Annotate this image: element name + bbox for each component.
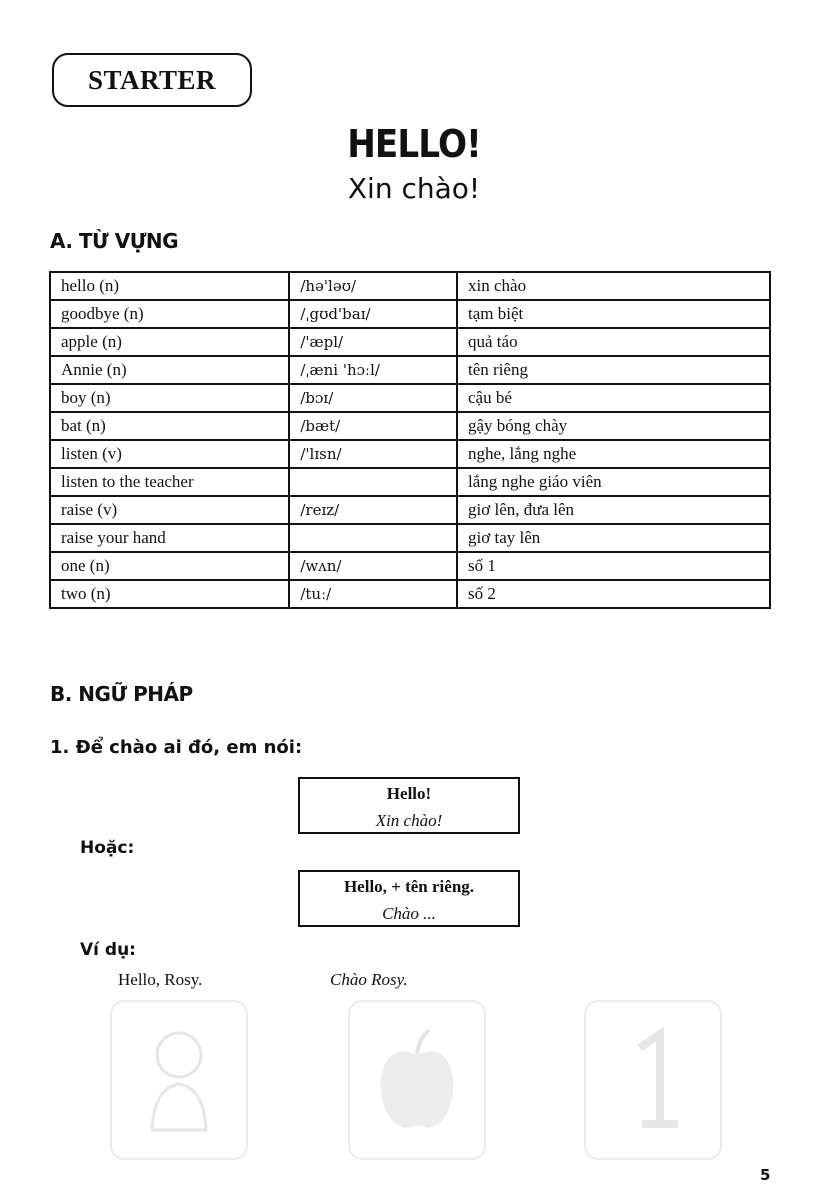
vocab-word: apple (n) xyxy=(50,328,289,356)
vocab-word: one (n) xyxy=(50,552,289,580)
vocab-meaning: tạm biệt xyxy=(457,300,770,328)
vocabulary-table xyxy=(49,271,771,609)
table-row xyxy=(50,328,770,356)
vocab-word: two (n) xyxy=(50,580,289,608)
table-row xyxy=(50,300,770,328)
phrase-box-hello xyxy=(298,777,520,834)
vocab-ipa: /'æpl/ xyxy=(289,328,457,356)
vocab-word: boy (n) xyxy=(50,384,289,412)
example-label: Ví dụ: xyxy=(80,940,136,960)
phrase-vietnamese: Chào ... xyxy=(382,904,436,923)
vocab-meaning: cậu bé xyxy=(457,384,770,412)
vocab-ipa: /bæt/ xyxy=(289,412,457,440)
vocab-word: hello (n) xyxy=(50,272,289,300)
table-row xyxy=(50,524,770,552)
vocab-meaning: gậy bóng chày xyxy=(457,412,770,440)
phrase-english: Hello, + tên riêng. xyxy=(343,877,475,896)
vocab-ipa: /reɪz/ xyxy=(289,496,457,524)
vocab-word: raise (v) xyxy=(50,496,289,524)
vocab-meaning: giơ lên, đưa lên xyxy=(457,496,770,524)
vocab-ipa: /ˌæni 'hɔːl/ xyxy=(289,356,457,384)
page-subtitle: Xin chào! xyxy=(347,172,481,205)
vocab-meaning: số 2 xyxy=(457,580,770,608)
phrase-box-hello-name xyxy=(298,870,520,927)
vocab-word: listen (v) xyxy=(50,440,289,468)
vocab-ipa xyxy=(289,524,457,552)
table-row xyxy=(50,496,770,524)
or-label: Hoặc: xyxy=(80,838,135,858)
vocab-ipa: /'lɪsn/ xyxy=(289,440,457,468)
table-row xyxy=(50,552,770,580)
vocab-meaning: xin chào xyxy=(457,272,770,300)
vocab-meaning: nghe, lắng nghe xyxy=(457,440,770,468)
vocab-ipa: /ˌgʊd'baɪ/ xyxy=(289,300,457,328)
vocab-ipa: /tuː/ xyxy=(289,580,457,608)
table-row xyxy=(50,440,770,468)
vocab-ipa: /hə'ləʊ/ xyxy=(289,272,457,300)
vocab-ipa: /bɔɪ/ xyxy=(289,384,457,412)
phrase-vietnamese: Xin chào! xyxy=(375,811,443,830)
vocab-meaning: lắng nghe giáo viên xyxy=(457,468,770,496)
vocab-word: Annie (n) xyxy=(50,356,289,384)
starter-label: STARTER xyxy=(52,53,252,107)
table-row xyxy=(50,384,770,412)
section-a-heading: A. TỪ VỰNG xyxy=(50,229,179,253)
vocab-word: listen to the teacher xyxy=(50,468,289,496)
vocab-word: goodbye (n) xyxy=(50,300,289,328)
table-row xyxy=(50,468,770,496)
number-one-icon xyxy=(584,1000,722,1160)
vocab-word: bat (n) xyxy=(50,412,289,440)
table-row xyxy=(50,356,770,384)
page-number: 5 xyxy=(760,1166,771,1184)
vocab-ipa xyxy=(289,468,457,496)
vocab-meaning: tên riêng xyxy=(457,356,770,384)
example-vietnamese: Chào Rosy. xyxy=(330,970,408,989)
table-row xyxy=(50,272,770,300)
vocab-ipa: /wʌn/ xyxy=(289,552,457,580)
table-row xyxy=(50,412,770,440)
vocab-meaning: giơ tay lên xyxy=(457,524,770,552)
vocab-meaning: số 1 xyxy=(457,552,770,580)
section-b-heading: B. NGỮ PHÁP xyxy=(50,682,193,706)
example-english: Hello, Rosy. xyxy=(118,970,203,989)
table-row xyxy=(50,580,770,608)
vocab-word: raise your hand xyxy=(50,524,289,552)
page-title: HELLO! xyxy=(347,122,481,166)
apple-icon xyxy=(348,1000,486,1160)
vocab-meaning: quả táo xyxy=(457,328,770,356)
boy-icon xyxy=(110,1000,248,1160)
grammar-point-1: 1. Để chào ai đó, em nói: xyxy=(50,737,303,758)
phrase-english: Hello! xyxy=(386,784,432,803)
